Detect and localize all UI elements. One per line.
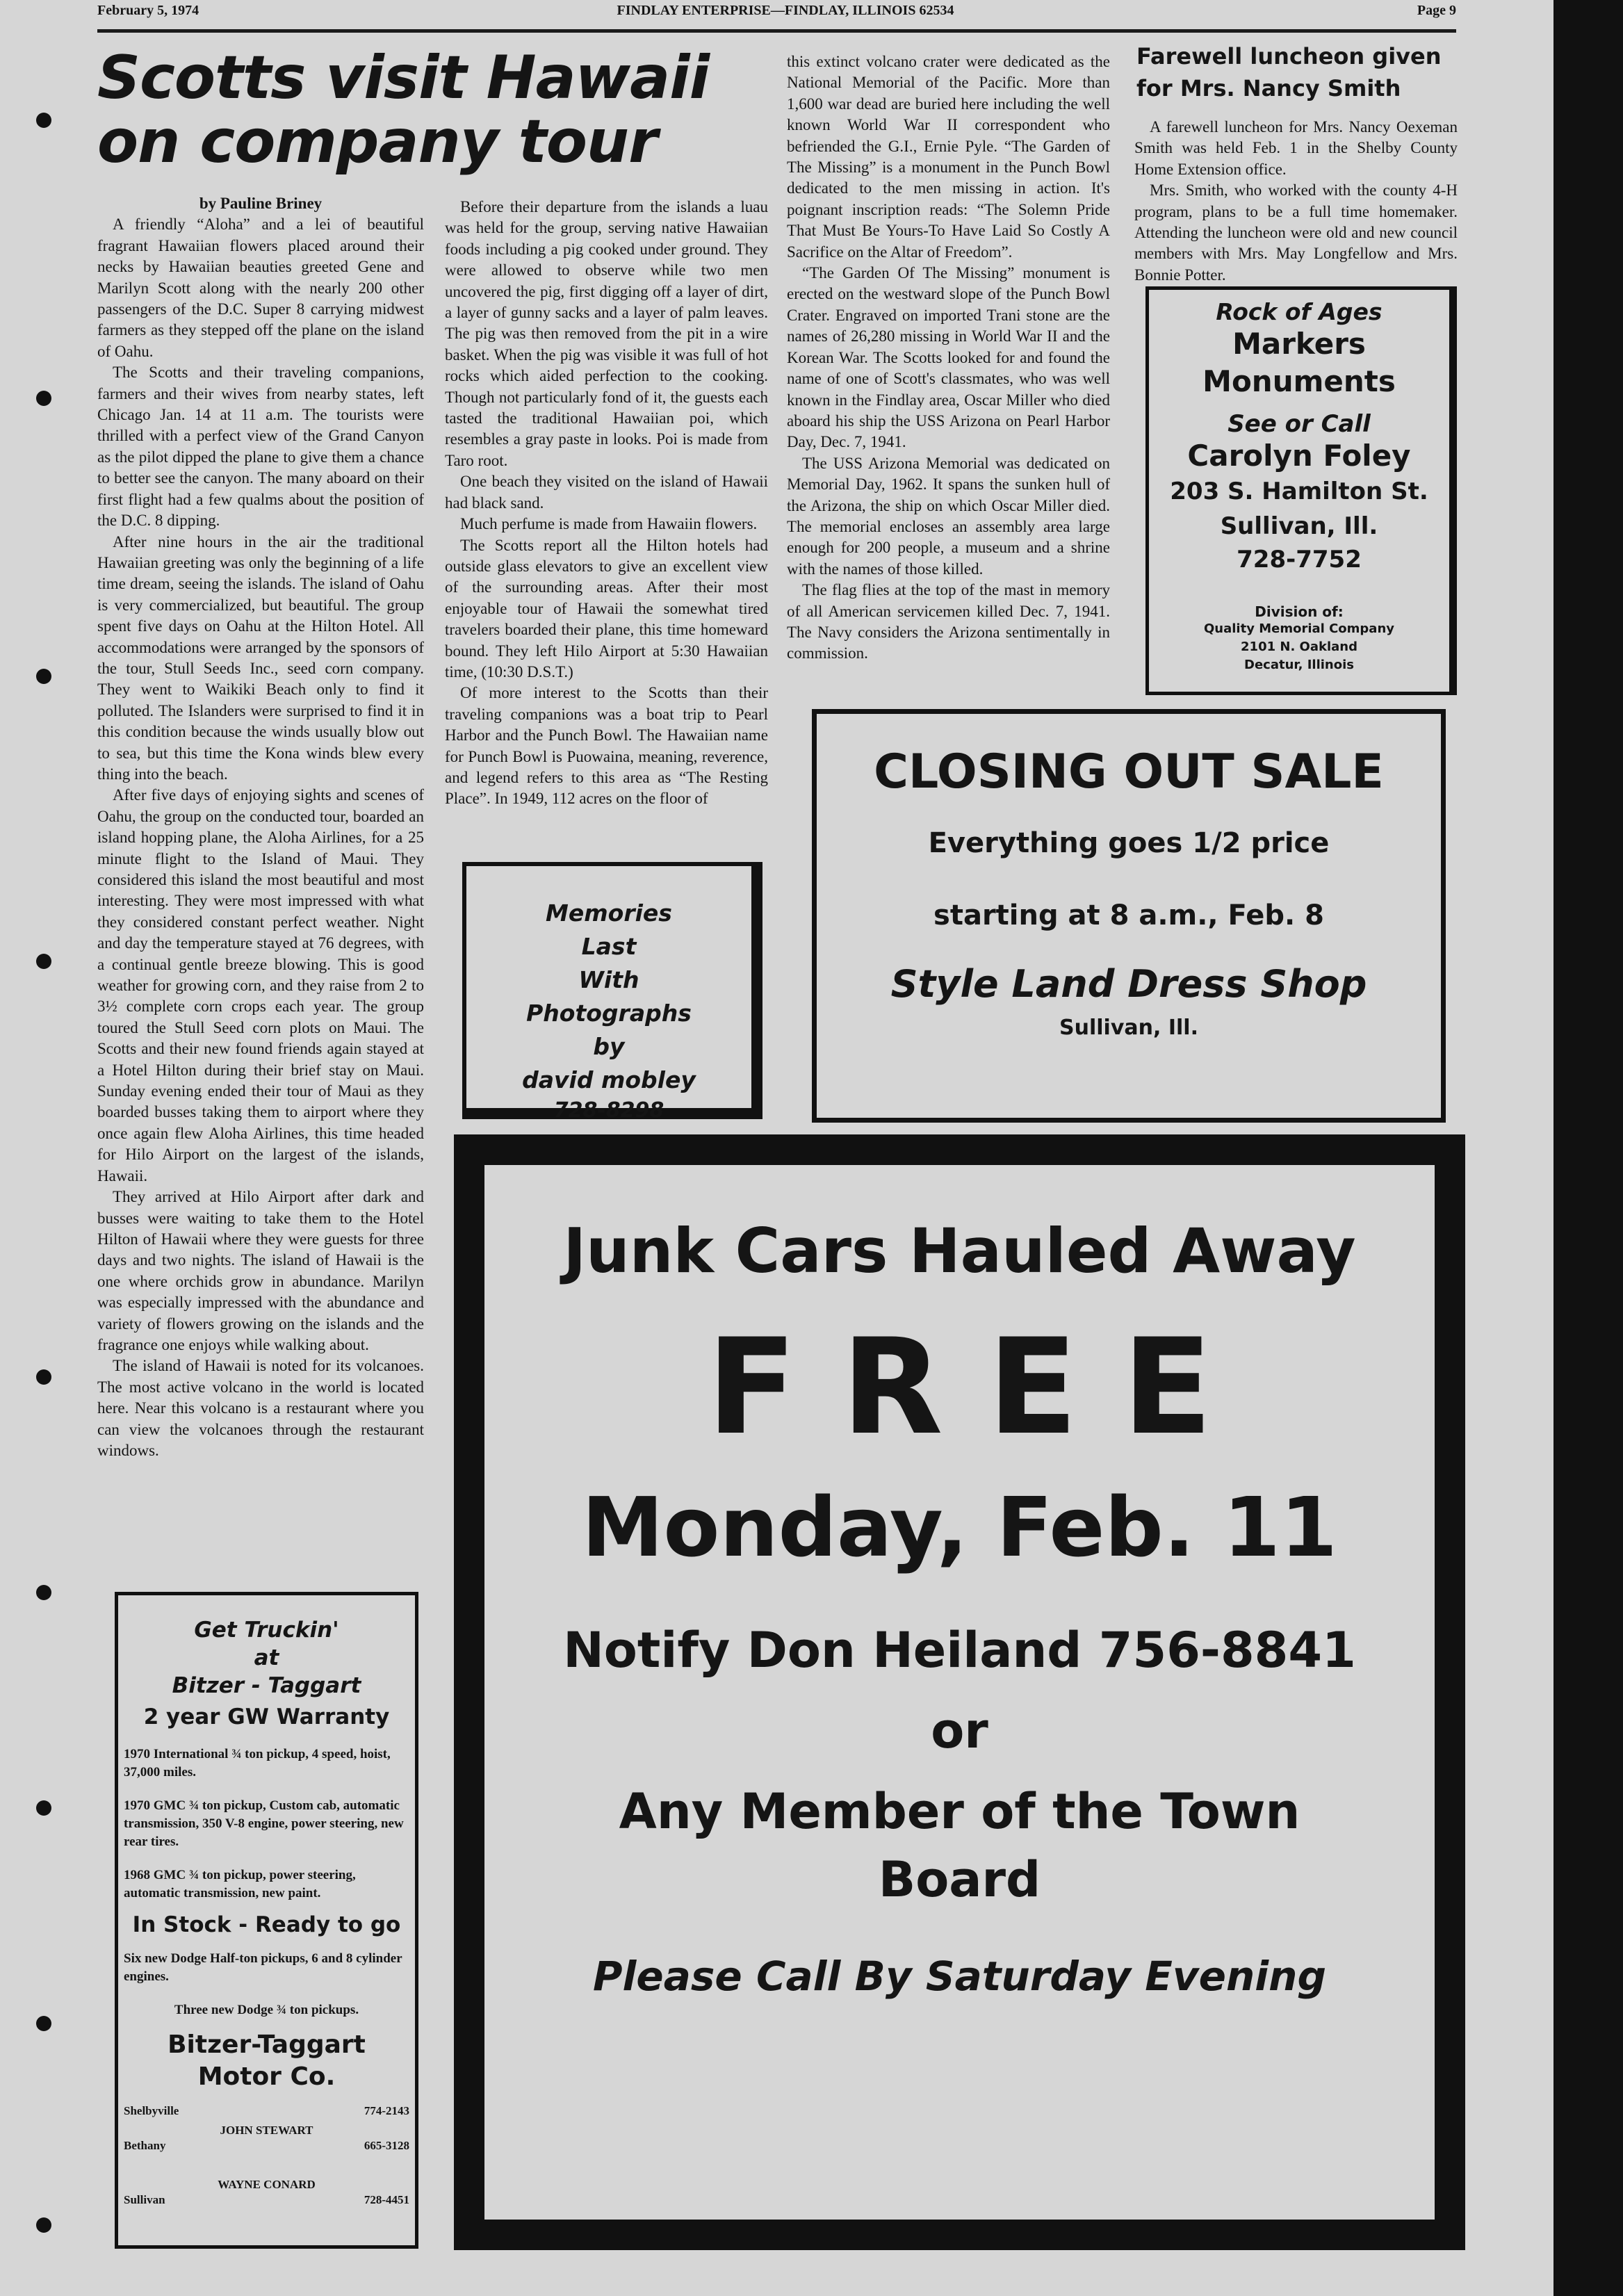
- ad-free: FREE: [706, 1310, 1257, 1464]
- binder-hole: [36, 2016, 51, 2031]
- ad-line: david mobley: [522, 1066, 696, 1093]
- farewell-article: [1134, 117, 1458, 286]
- ad-title: CLOSING OUT SALE: [874, 744, 1384, 799]
- binder-hole: [36, 669, 51, 684]
- ad-listing: 1968 GMC ¾ ton pickup, power steering, automatic transmission, new paint.: [124, 1868, 356, 1900]
- story-headline: [97, 43, 751, 177]
- ad-line: Division of:: [1255, 603, 1344, 620]
- ad-line: or: [931, 1702, 988, 1759]
- contact-name: WAYNE CONARD: [218, 2178, 316, 2191]
- contact-city: Bethany: [124, 2139, 166, 2152]
- ad-listing: 1970 International ¾ ton pickup, 4 speed, hoist, 37,000 miles.: [124, 1747, 391, 1780]
- ad-line: With: [578, 966, 639, 993]
- ad-line: Everything goes 1/2 price: [928, 827, 1330, 859]
- ad-line: Quality Memorial Company: [1204, 621, 1394, 636]
- ad-contact-row: [124, 2193, 409, 2211]
- ad-line: Board: [878, 1851, 1041, 1908]
- ad-line: Photographs: [526, 1000, 692, 1027]
- ad-line: Markers: [1232, 327, 1366, 361]
- ad-listing: 1970 GMC ¾ ton pickup, Custom cab, automatic transmission, 350 V-8 engine, power steering, new rear tires.: [124, 1798, 404, 1849]
- story-paragraph: Before their departure from the islands a luau was held for the group, serving native Hawaiian foods including a pig cooked under ground. They were allowed to observe while two men uncovered the pig, first digging off a layer of dirt, a layer of gunny sacks and a layer of palm leaves. The pig was then removed from the pit in a wire basket. When the pig was visible it was full of hot rocks which aided perfection to the cooking. Though not particularly fond of it, the guests each tasted the traditional Hawaiian poi, which resembles a gray paste in looks. Poi is made from Taro root.: [445, 198, 768, 469]
- contact-phone: 728-4451: [364, 2193, 409, 2206]
- ad-listing: Six new Dodge Half-ton pickups, 6 and 8 cylinder engines.: [124, 1951, 402, 1984]
- story-paragraph: After five days of enjoying sights and scenes of Oahu, the group on the conducted tour, boarded an island hopping plane, the Aloha Airlines, for a 25 minute flight to the Island of Maui. They considered this island the most beautiful and most interesting. They were most impressed with what they considered constant perfect weather. Night and day the temperature stayed at 76 degrees, with a continual gentle breeze blowing. This is good weather for growing corn, and they raise from 2 to 3½ complete corn crops each year. The group toured the Stull Seed corn plots on Maui. The Scotts and their new found friends again stayed at a Hotel Hilton during their brief stay on Maui. Sunday evening ended their tour of Maui as they boarded busses taking them to airport where they once again flew Aloha Airlines, this time headed for Hilo Airport on the largest of the islands, Hawaii.: [97, 786, 424, 1184]
- ad-line: Last: [581, 933, 637, 960]
- photographs-ad: [462, 862, 762, 1123]
- ad-line: In Stock - Ready to go: [132, 1912, 401, 1937]
- farewell-headline: [1136, 40, 1463, 104]
- binder-hole: [36, 2217, 51, 2233]
- ad-line: Please Call By Saturday Evening: [593, 1953, 1326, 2000]
- binder-hole: [36, 391, 51, 406]
- headline-line: on company tour: [97, 107, 658, 177]
- paper-name: FINDLAY ENTERPRISE—FINDLAY, ILLINOIS 62534: [617, 3, 954, 18]
- story-paragraph: One beach they visited on the island of Hawaii had black sand.: [445, 473, 768, 512]
- ad-line: Carolyn Foley: [1187, 439, 1411, 473]
- binder-hole: [36, 954, 51, 969]
- story-column-3: [787, 51, 1110, 665]
- ad-line: starting at 8 a.m., Feb. 8: [933, 899, 1324, 931]
- ad-line: 2 year GW Warranty: [143, 1704, 390, 1729]
- closing-out-sale-ad: [812, 709, 1446, 1123]
- ad-title: Junk Cars Hauled Away: [563, 1215, 1356, 1287]
- ad-line: 2101 N. Oakland: [1241, 640, 1357, 654]
- story-paragraph: They arrived at Hilo Airport after dark and busses were waiting to take them to the Hotel Hilton of Hawaii where they were guests for three days and two nights. The island of Hawaii is the one where orchids grow in abundance. Marilyn was especially impressed with the abundance and variety of flowers growing on the islands and the fragrance one enjoys while walking about.: [97, 1188, 424, 1353]
- ad-line: Memories: [546, 899, 672, 927]
- masthead-rule: [97, 29, 1456, 33]
- ad-contact-row: [124, 2104, 409, 2122]
- binder-hole: [36, 1800, 51, 1816]
- ad-line: Get Truckin': [194, 1618, 339, 1643]
- article-paragraph: A farewell luncheon for Mrs. Nancy Oexeman Smith was held Feb. 1 in the Shelby County Home Extension office.: [1134, 118, 1458, 178]
- contact-city: Sullivan: [124, 2193, 165, 2206]
- ad-line: Any Member of the Town: [619, 1783, 1300, 1840]
- ad-line: Motor Co.: [197, 2062, 336, 2091]
- junk-cars-ad: [454, 1134, 1465, 2250]
- story-paragraph: The USS Arizona Memorial was dedicated on Memorial Day, 1962. It spans the sunken hull of the Arizona, the ship on which Oscar Miller died. The memorial encloses an assembly area large enough for 200 people, a museum and a shrine with the names of those killed.: [787, 454, 1110, 578]
- ad-line: See or Call: [1228, 410, 1371, 438]
- contact-phone: 665-3128: [364, 2139, 409, 2152]
- story-paragraph: The Scotts and their traveling companions, farmers and their wives from nearby states, left Chicago Jan. 14 at 11 a.m. The tourists were thrilled with a perfect view of the Grand Canyon as the pilot dipped the plane to give them a chance to better see the canyon. The many aboard on their first flight had a few qualms about the position of the D.C. 8 dipping.: [97, 364, 424, 530]
- ad-line: by: [593, 1033, 625, 1060]
- headline-line: for Mrs. Nancy Smith: [1136, 75, 1401, 101]
- ad-line: at: [254, 1645, 279, 1670]
- headline-line: Farewell luncheon given: [1136, 43, 1442, 70]
- ad-line: Bitzer - Taggart: [172, 1673, 361, 1698]
- ad-line: Rock of Ages: [1216, 298, 1383, 325]
- story-paragraph: The Scotts report all the Hilton hotels had outside glass elevators to give an excellent view of the surrounding areas. After their most enjoyable tour of Hawaii the somewhat tired travelers boarded their plane, this time homeward bound. They left Hilo Airport at 5:30 Hawaiian time, (10:30 D.S.T.): [445, 536, 768, 681]
- contact-city: Shelbyville: [124, 2104, 179, 2117]
- story-paragraph: this extinct volcano crater were dedicated as the National Memorial of the Pacific. More than 1,600 war dead are buried here including the well known World War II correspondent who befriended the G.I., Ernie Pyle. “The Garden of The Missing” is a monument in the Punch Bowl dedicated to the men missing in action. It's poignant inscription reads: “The Solemn Pride That Must Be Yours-To Have Laid So Costly A Sacrifice on the Altar of Freedom”.: [787, 53, 1110, 261]
- ad-contact-row: [124, 2139, 409, 2157]
- bitzer-taggart-ad: [115, 1592, 418, 2249]
- story-paragraph: A friendly “Aloha” and a lei of beautiful fragrant Hawaiian flowers placed around their necks by Hawaiian beauties greeted Gene and Marilyn Scott along with the nearly 200 other passengers of the D.C. Super 8 carrying midwest farmers as they stepped off the plane on the island of Oahu.: [97, 215, 424, 360]
- story-paragraph: The flag flies at the top of the mast in memory of all American servicemen killed Dec. 7, 1941. The Navy considers the Arizona sentimentally in commission.: [787, 581, 1110, 662]
- story-paragraph: Much perfume is made from Hawaiin flowers.: [460, 515, 758, 533]
- ad-listing: Three new Dodge ¾ ton pickups.: [174, 2003, 359, 2017]
- story-paragraph: “The Garden Of The Missing” monument is erected on the westward slope of the Punch Bowl Crater. Engraved on imported Trani stone are the names of 26,280 missing in World War II and the Korean War. The Scotts looked for and found the name of one of Scott's classmates, who was well known in the Findlay area, Oscar Miller who died aboard his ship the USS Arizona on Pearl Harbor Day, Dec. 7, 1941.: [787, 264, 1110, 451]
- story-column-2: [445, 197, 768, 810]
- story-paragraph: The island of Hawaii is noted for its volcanoes. The most active volcano in the world is located here. Near this volcano is a restaurant where you can view the volcanoes through the restaurant windows.: [97, 1357, 424, 1459]
- rock-of-ages-ad: [1145, 286, 1453, 695]
- ad-line: Notify Don Heiland 756-8841: [563, 1622, 1356, 1679]
- story-paragraph: After nine hours in the air the traditional Hawaiian greeting was only the beginning of a life time dream, seeing the islands. The island of Oahu is very commercialized, but beautiful. The group spent five days on Oahu at the Hilton Hotel. All accommodations were arranged by the sponsors of the tour, Stull Seeds Inc., seed corn company. They went to Waikiki Beach only to find it polluted. The Islanders were surprised to find it in this condition because the winds usually blow out to sea, but this time the Kona winds blew every thing into the beach.: [97, 532, 424, 783]
- issue-date: February 5, 1974: [97, 3, 199, 18]
- binder-hole: [36, 1369, 51, 1385]
- story-paragraph: Of more interest to the Scotts than their traveling companions was a boat trip to Pearl Harbor and the Punch Bowl. The Hawaiian name for Punch Bowl is Puowaina, meaning, reverence, and legend refers to this area as “The Resting Place”. In 1949, 112 acres on the floor of: [445, 684, 768, 808]
- contact-name: JOHN STEWART: [220, 2124, 313, 2137]
- ad-phone: 728-8298: [553, 1098, 664, 1123]
- ad-line: Monuments: [1202, 364, 1396, 398]
- article-paragraph: Mrs. Smith, who worked with the county 4-H program, plans to be a full time homemaker. Attending the luncheon were old and new council members with Mrs. May Longfellow and Mrs. Bonnie Potter.: [1134, 181, 1458, 284]
- story-column-1: [97, 193, 424, 1461]
- headline-line: Scotts visit Hawaii: [97, 43, 710, 113]
- contact-phone: 774-2143: [364, 2104, 409, 2117]
- page-edge: [1553, 0, 1623, 2296]
- ad-line: Sullivan, Ill.: [1059, 1016, 1198, 1040]
- ad-phone: 728-7752: [1237, 546, 1362, 573]
- ad-date: Monday, Feb. 11: [581, 1479, 1338, 1575]
- byline: by Pauline Briney: [199, 195, 323, 212]
- ad-line: Decatur, Illinois: [1244, 658, 1354, 672]
- ad-line: 203 S. Hamilton St.: [1170, 478, 1428, 505]
- ad-line: Bitzer-Taggart: [168, 2030, 366, 2059]
- page-number: Page 9: [1417, 3, 1456, 18]
- ad-shop-name: Style Land Dress Shop: [890, 962, 1367, 1006]
- binder-hole: [36, 113, 51, 128]
- binder-hole: [36, 1585, 51, 1600]
- ad-line: Sullivan, Ill.: [1220, 512, 1378, 540]
